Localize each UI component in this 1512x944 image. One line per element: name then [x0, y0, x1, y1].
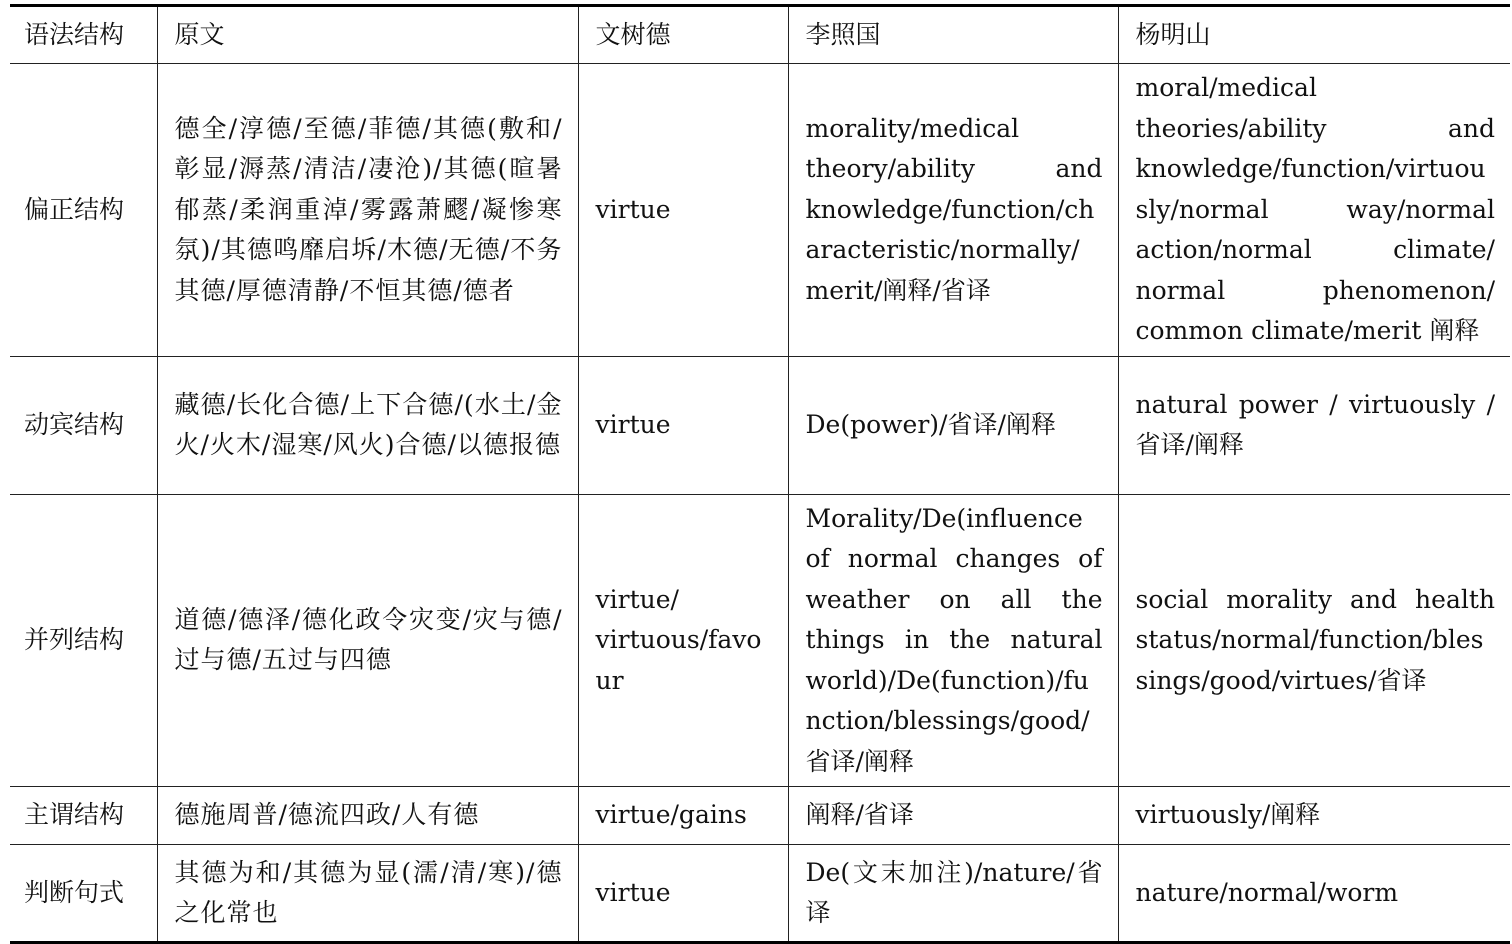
table-row [10, 356, 1510, 494]
header-original: 原文 [157, 6, 578, 64]
cell-original: 其德为和/其德为显(濡/清/寒)/德之化常也 [157, 845, 578, 943]
cell-unschuld: virtue/gains [578, 787, 788, 845]
cell-yang: nature/normal/worm [1118, 845, 1510, 943]
cell-original: 藏德/长化合德/上下合德/(水土/金火/火木/湿寒/风火)合德/以德报德 [157, 356, 578, 494]
cell-unschuld: virtue [578, 64, 788, 357]
cell-yang: natural power / virtuously / 省译/阐释 [1118, 356, 1510, 494]
header-yang: 杨明山 [1118, 6, 1510, 64]
cell-structure: 主谓结构 [10, 787, 157, 845]
table-row [10, 64, 1510, 357]
table-row [10, 787, 1510, 845]
cell-unschuld: virtue [578, 356, 788, 494]
cell-structure: 并列结构 [10, 494, 157, 787]
table-header-row [10, 6, 1510, 64]
header-li: 李照国 [788, 6, 1118, 64]
cell-structure: 动宾结构 [10, 356, 157, 494]
table-row [10, 494, 1510, 787]
cell-unschuld: virtue/ virtuous/favour [578, 494, 788, 787]
cell-li: De(文末加注)/nature/省译 [788, 845, 1118, 943]
cell-li: De(power)/省译/阐释 [788, 356, 1118, 494]
cell-yang: virtuously/阐释 [1118, 787, 1510, 845]
comparison-table-page [10, 4, 1510, 944]
header-unschuld: 文树德 [578, 6, 788, 64]
translation-comparison-table [10, 4, 1510, 944]
cell-structure: 偏正结构 [10, 64, 157, 357]
cell-original: 德施周普/德流四政/人有德 [157, 787, 578, 845]
cell-original: 德全/淳德/至德/菲德/其德(敷和/彰显/溽蒸/清洁/凄沧)/其德(暄暑郁蒸/柔润重淖/雾露萧飂/凝惨寒氛)/其德鸣靡启坼/木德/无德/不务其德/厚德清静/不恒其德/德者 [157, 64, 578, 357]
table-row [10, 845, 1510, 943]
cell-structure: 判断句式 [10, 845, 157, 943]
cell-yang: social morality and health status/normal/function/blessings/good/virtues/省译 [1118, 494, 1510, 787]
cell-original: 道德/德泽/德化政令灾变/灾与德/过与德/五过与四德 [157, 494, 578, 787]
cell-li: 阐释/省译 [788, 787, 1118, 845]
cell-li: morality/medical theory/ability and knowledge/function/characteristic/normally/merit/阐释/省译 [788, 64, 1118, 357]
header-structure: 语法结构 [10, 6, 157, 64]
cell-unschuld: virtue [578, 845, 788, 943]
cell-yang: moral/medical theories/ability and knowledge/function/virtuously/normal way/normal action/normal climate/ normal phenomenon/ common climate/merit 阐释 [1118, 64, 1510, 357]
cell-li: Morality/De(influence of normal changes of weather on all the things in the natural world)/De(function)/function/blessings/good/省译/阐释 [788, 494, 1118, 787]
